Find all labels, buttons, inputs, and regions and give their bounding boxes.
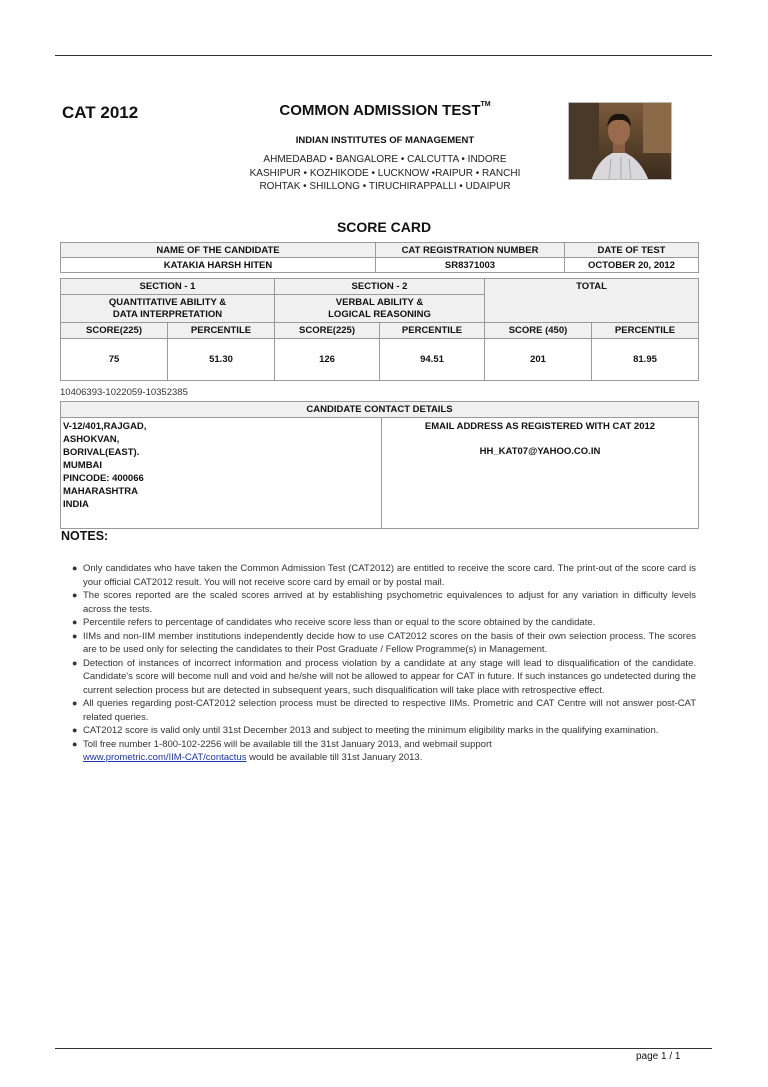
- section-2-percentile: 94.51: [380, 339, 485, 381]
- note-text: IIMs and non-IIM member institutions independently decide how to use CAT2012 scores on the basis of their own selection process. The scores are to be used only for selecting the candidates to their Post Graduate / Fellow Programme(s) in Management.: [83, 630, 696, 655]
- note-item: [70, 589, 696, 616]
- email-cell: [382, 418, 699, 529]
- candidate-name: KATAKIA HARSH HITEN: [61, 258, 376, 273]
- candidate-info-table: [60, 242, 699, 273]
- total-score: 201: [485, 339, 592, 381]
- notes-title: NOTES:: [61, 529, 109, 543]
- campus-line: AHMEDABAD • BANGALORE • CALCUTTA • INDORE: [263, 154, 507, 165]
- bullet-icon: ●: [72, 630, 78, 641]
- contact-support-link[interactable]: www.prometric.com/IIM-CAT/contactus: [83, 752, 247, 763]
- section-2-header: SECTION - 2: [275, 279, 485, 295]
- contact-details-table: [60, 401, 699, 529]
- bullet-icon: ●: [72, 617, 78, 627]
- total-header: TOTAL: [485, 279, 699, 323]
- email-label: EMAIL ADDRESS AS REGISTERED WITH CAT 2012: [424, 421, 656, 432]
- page-number: page 1 / 1: [636, 1051, 681, 1062]
- section-2-name-line: VERBAL ABILITY &: [335, 296, 424, 308]
- trademark-mark: TM: [480, 101, 491, 108]
- bottom-rule: [55, 1048, 712, 1049]
- note-text: Percentile refers to percentage of candidates who receive score less than or equal to the score obtained by the candidate.: [83, 617, 596, 628]
- note-text: Toll free number 1-800-102-2256 will be available till the 31st January 2013, and webmail support: [83, 738, 492, 750]
- col-header: SCORE (450): [485, 323, 592, 339]
- address-line: V-12/401,RAJGAD,: [63, 421, 147, 432]
- page-title: [240, 102, 530, 119]
- address-line: ASHOKVAN,: [63, 434, 120, 445]
- section-1-name: [61, 295, 275, 323]
- address-line: PINCODE: 400066: [63, 473, 144, 484]
- notes-list: [70, 562, 696, 765]
- col-header: SCORE(225): [275, 323, 380, 339]
- note-item: [70, 657, 696, 698]
- note-text: Only candidates who have taken the Common Admission Test (CAT2012) are entitled to receive the score card. The print-out of the score card is your official CAT2012 result. You will not receive score card by email or by postal mail.: [83, 563, 696, 588]
- bullet-icon: ●: [72, 563, 78, 573]
- note-item: [70, 724, 696, 738]
- note-text-tail: would be available till 31st January 2013.: [246, 752, 423, 763]
- col-header: SCORE(225): [61, 323, 168, 339]
- campus-list: [225, 153, 545, 194]
- note-item: [70, 697, 696, 724]
- bullet-icon: ●: [72, 657, 78, 668]
- registration-number: SR8371003: [376, 258, 565, 273]
- bullet-icon: ●: [72, 698, 78, 708]
- address-line: BORIVAL(EAST).: [63, 447, 140, 458]
- note-text: CAT2012 score is valid only until 31st December 2013 and subject to meeting the minimum eligibility marks in the qualifying examination.: [83, 725, 659, 736]
- note-item: [70, 630, 696, 657]
- test-date: OCTOBER 20, 2012: [565, 258, 699, 273]
- section-1-percentile: 51.30: [168, 339, 275, 381]
- bullet-icon: ●: [72, 590, 78, 600]
- address-line: MUMBAI: [63, 460, 103, 471]
- reference-code: 10406393-1022059-10352385: [60, 387, 188, 398]
- note-text: All queries regarding post-CAT2012 selection process must be directed to respective IIMs. Prometric and CAT Centre will not answer post-CAT related queries.: [83, 698, 696, 723]
- note-item: [70, 616, 696, 630]
- top-rule: [55, 55, 712, 56]
- col-header: PERCENTILE: [380, 323, 485, 339]
- section-1-header: SECTION - 1: [61, 279, 275, 295]
- section-1-score: 75: [61, 339, 168, 381]
- name-header: NAME OF THE CANDIDATE: [61, 243, 376, 258]
- col-header: PERCENTILE: [168, 323, 275, 339]
- candidate-photo: [568, 102, 672, 180]
- address-line: MAHARASHTRA: [63, 486, 138, 497]
- section-2-name: [275, 295, 485, 323]
- section-1-name-line: QUANTITATIVE ABILITY &: [108, 296, 227, 308]
- section-2-score: 126: [275, 339, 380, 381]
- campus-line: ROHTAK • SHILLONG • TIRUCHIRAPPALLI • UDAIPUR: [259, 181, 511, 192]
- section-2-name-line: LOGICAL REASONING: [328, 308, 431, 320]
- score-table: [60, 278, 699, 381]
- score-card-title: SCORE CARD: [336, 219, 432, 235]
- note-text: Detection of instances of incorrect information and process violation by a candidate at any stage will lead to disqualification of the candidate. Candidate's score will become null and void and he/she will not be allowed to appear for CAT in future. If such instances go undetected during the current selection process but are detected in subsequent years, such disqualification will take place with retrospective effect.: [83, 657, 696, 696]
- bullet-icon: ●: [72, 738, 78, 749]
- title-text: COMMON ADMISSION TEST: [279, 102, 481, 119]
- date-header: DATE OF TEST: [565, 243, 699, 258]
- campus-line: KASHIPUR • KOZHIKODE • LUCKNOW •RAIPUR • RANCHI: [249, 167, 521, 179]
- note-item: [70, 738, 696, 765]
- registration-header: CAT REGISTRATION NUMBER: [376, 243, 565, 258]
- email-address: HH_KAT07@YAHOO.CO.IN: [479, 446, 601, 457]
- cat-year: CAT 2012: [62, 103, 139, 122]
- postal-address: [61, 418, 382, 529]
- candidate-photo-image: [569, 103, 672, 180]
- address-line: INDIA: [63, 499, 89, 510]
- bullet-icon: ●: [72, 725, 78, 735]
- total-percentile: 81.95: [592, 339, 699, 381]
- institute-subtitle: INDIAN INSTITUTES OF MANAGEMENT: [295, 135, 475, 146]
- col-header: PERCENTILE: [592, 323, 699, 339]
- contact-header: CANDIDATE CONTACT DETAILS: [61, 402, 699, 418]
- note-text: The scores reported are the scaled scores arrived at by establishing psychometric equivalences to adjust for any variation in difficulty levels across the tests.: [83, 590, 696, 615]
- note-item: [70, 562, 696, 589]
- section-1-name-line: DATA INTERPRETATION: [112, 308, 223, 320]
